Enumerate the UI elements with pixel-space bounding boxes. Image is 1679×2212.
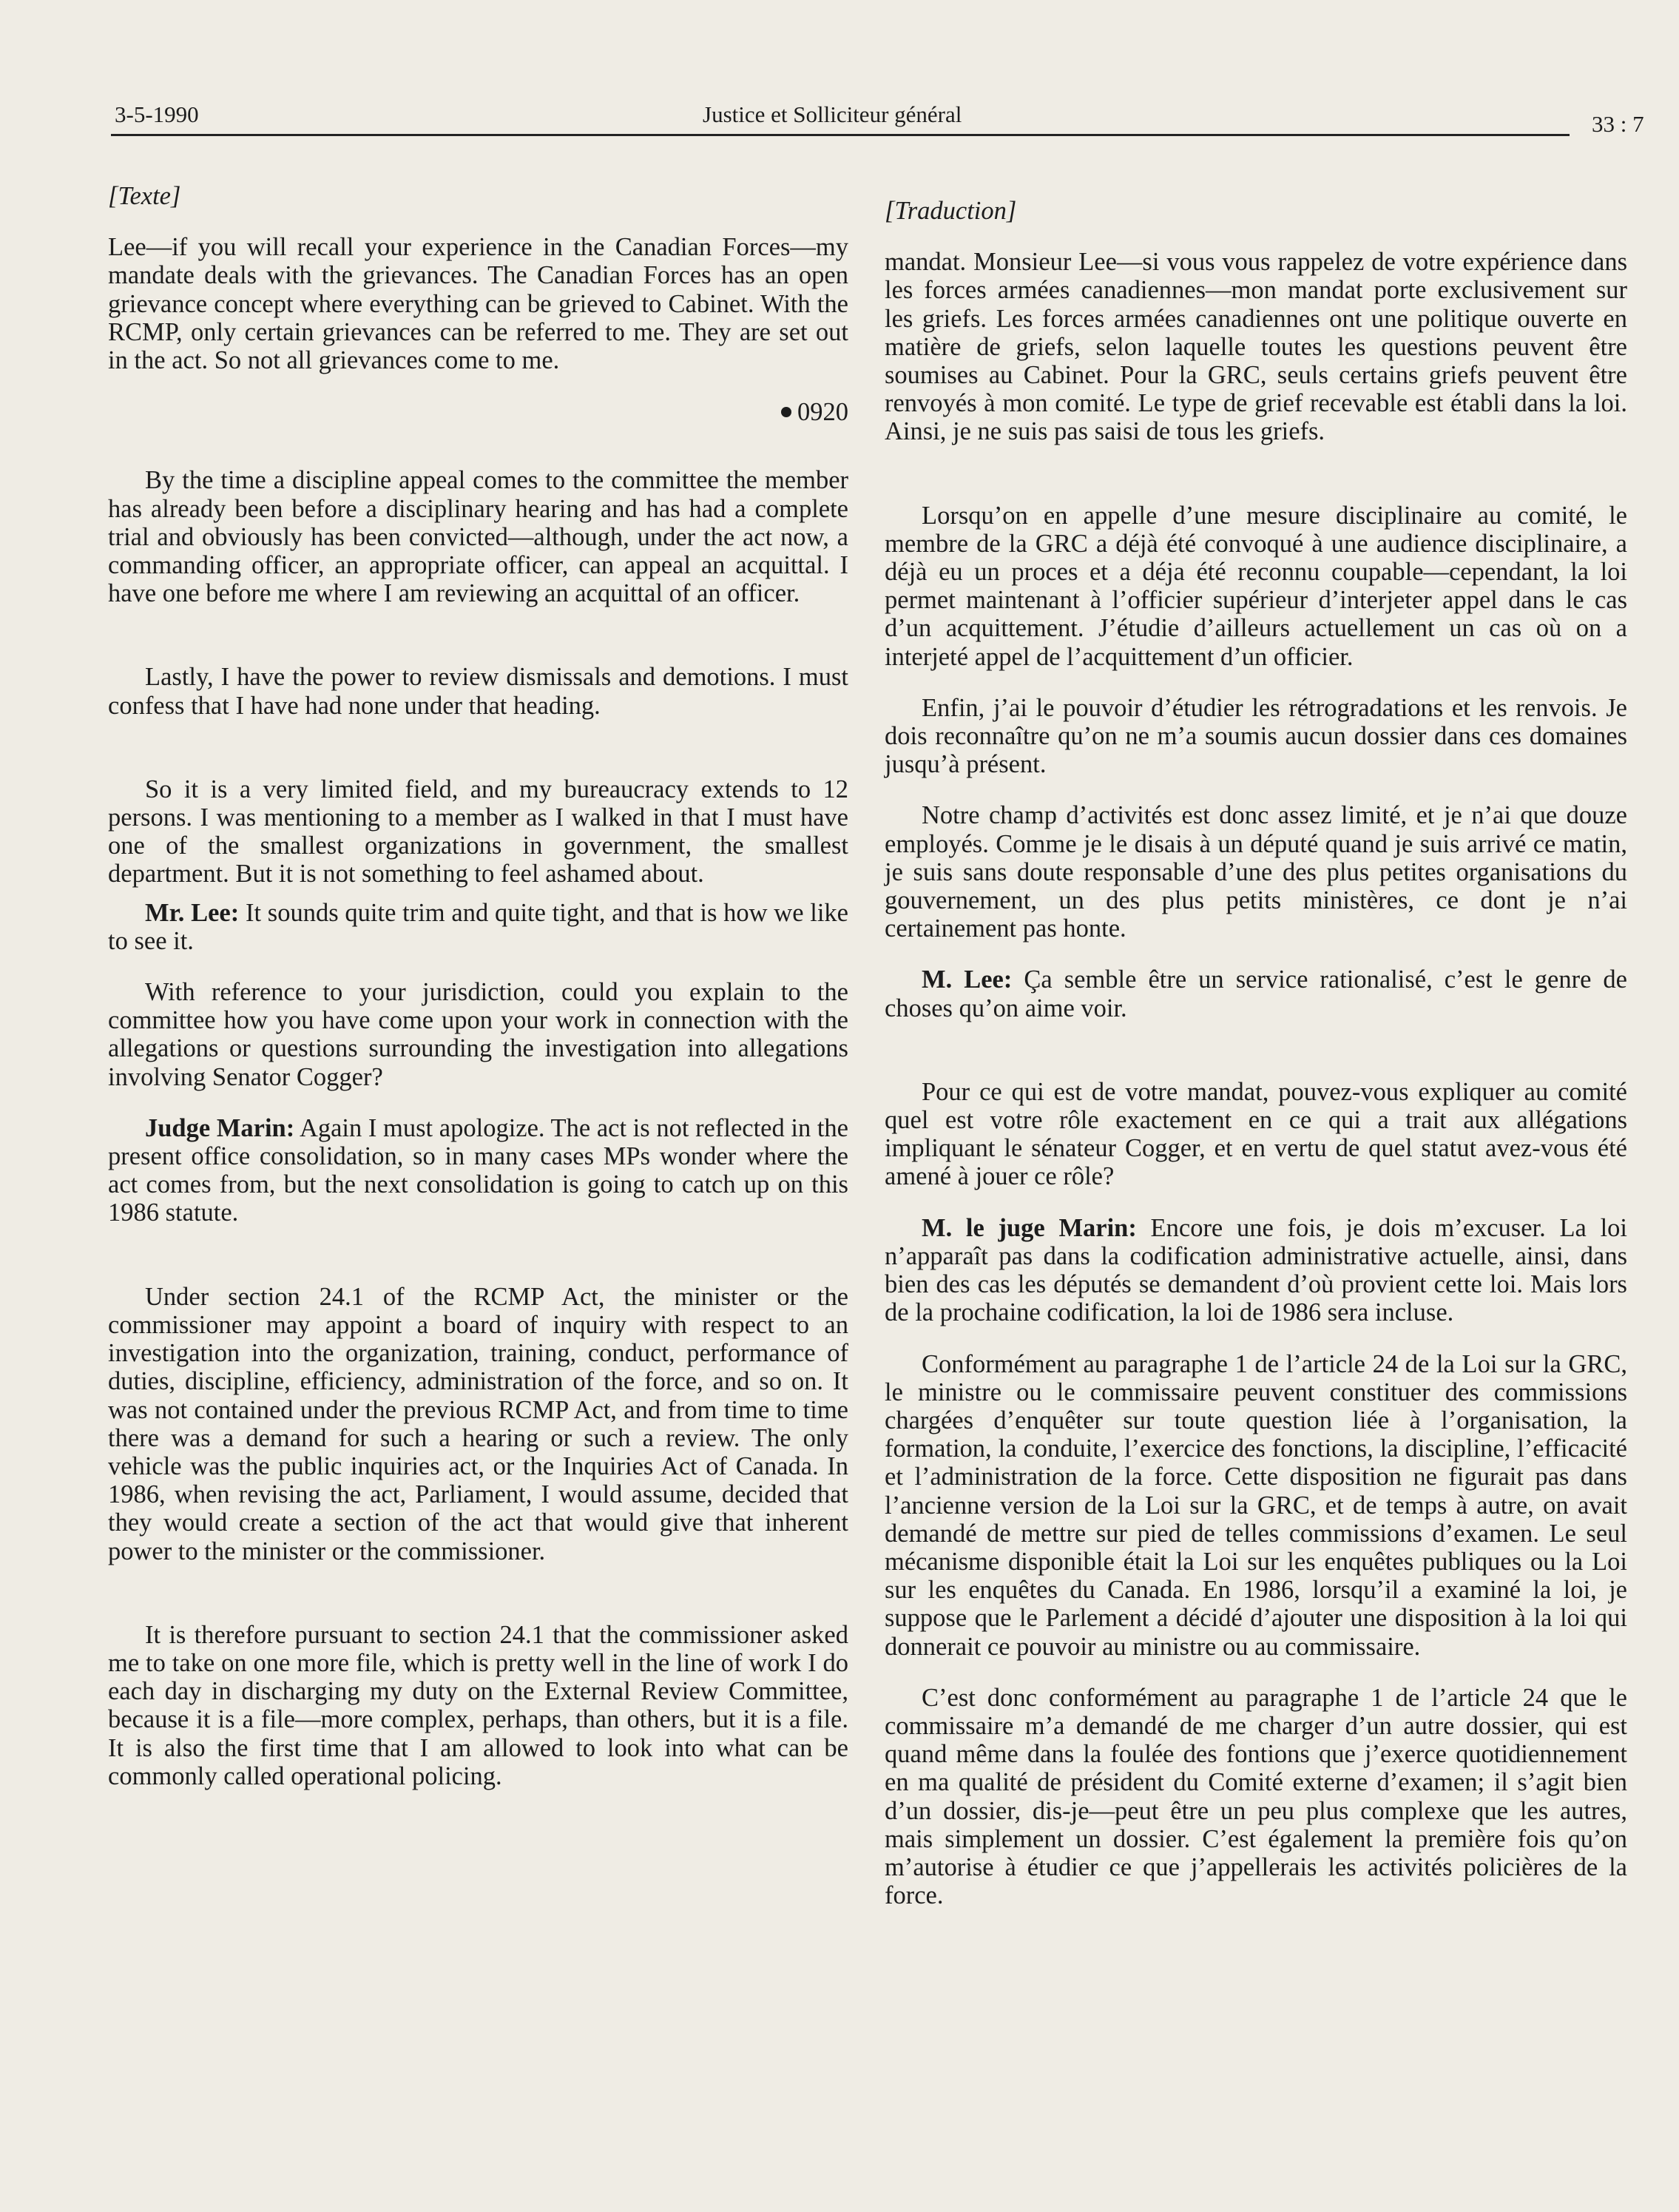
english-column (108, 182, 848, 1813)
header-rule (111, 134, 1570, 136)
paragraph: Lastly, I have the power to review dismissals and demotions. I must confess that I have had none under that heading. (108, 663, 848, 720)
text-marker: [Texte] (108, 182, 181, 210)
speaker-name: Judge Marin: (145, 1113, 295, 1142)
speaker-name: Mr. Lee: (145, 898, 240, 927)
paragraph: Lee—if you will recall your experience in the Canadian Forces—my mandate deals with the grievances. The Canadian Forces has an open grievance concept where everything can be grieved to Cabinet. With the RCMP, only certain grievances can be referred to me. They are set out in the act. So not all grievances come to me. (108, 233, 848, 375)
header-page-number: 33 : 7 (1592, 111, 1644, 137)
speaker-paragraph: Mr. Lee: It sounds quite trim and quite tight, and that is how we like to see it. (108, 898, 848, 955)
speaker-name: M. le juge Marin: (922, 1213, 1137, 1242)
paragraph: Lorsqu’on en appelle d’une mesure disciplinaire au comité, le membre de la GRC a déjà été convoqué à une audience disciplinaire, a déjà eu un proces et a déja été reconnu coupable—cependant, la loi permet maintenant à l’officier supérieur d’interjeter appel dans le cas d’un acquittement. J’étudie d’ailleurs actuellement un cas où on a interjeté appel de l’acquittement d’un officier. (885, 501, 1627, 671)
paragraph: Pour ce qui est de votre mandat, pouvez-vous expliquer au comité quel est votre rôle exactement en ce qui a trait aux allégations impliquant le sénateur Cogger, et en vertu de quel statut avez-vous été amené à jouer ce rôle? (885, 1077, 1627, 1191)
speaker-paragraph: Judge Marin: Again I must apologize. The act is not reflected in the present office consolidation, so in many cases MPs wonder where the act comes from, but the next consolidation is going to catch up on this 1986 statute. (108, 1113, 848, 1227)
paragraph: C’est donc conformément au paragraphe 1 de l’article 24 que le commissaire m’a demandé de me charger d’un autre dossier, qui est quand même dans la foulée des fontions que j’exerce quotidiennement en ma qualité de président du Comité externe d’examen; il s’agit bien d’un dossier, dis-je—peut être un peu plus complexe que les autres, mais simplement un dossier. C’est également la première fois qu’on m’autorise à étudier ce que j’appellerais les activités policières de la force. (885, 1683, 1627, 1910)
paragraph: With reference to your jurisdiction, could you explain to the committee how you have come upon your work in connection with the allegations or questions surrounding the investigation into allegations involving Senator Cogger? (108, 978, 848, 1091)
translation-marker: [Traduction] (885, 197, 1017, 225)
paragraph: Enfin, j’ai le pouvoir d’étudier les rétrogradations et les renvois. Je dois reconnaître qu’on ne m’a soumis aucun dossier dans ces domaines jusqu’à présent. (885, 693, 1627, 779)
speaker-name: M. Lee: (922, 965, 1013, 994)
speaker-paragraph: M. le juge Marin: Encore une fois, je dois m’excuser. La loi n’apparaît pas dans la codification administrative actuelle, ainsi, dans bien des cas les députés se demandent d’où provient cette loi. Mais lors de la prochaine codification, la loi de 1986 sera incluse. (885, 1213, 1627, 1327)
paragraph: Conformément au paragraphe 1 de l’article 24 de la Loi sur la GRC, le ministre ou le commissaire peuvent constituer des commissions chargées d’enquêter sur toute question liée à l’organisation, la formation, la conduite, l’exercice des fonctions, la discipline, l’efficacité et l’administration de la force. Cette disposition ne figurait pas dans l’ancienne version de la Loi sur la GRC, et de temps à autre, on avait demandé de mettre sur pied de telles commissions d’examen. Le seul mécanisme disponible était la Loi sur les enquêtes publiques ou la Loi sur les enquêtes du Canada. En 1986, lorsqu’il a examiné la loi, je suppose que le Parlement a décidé d’ajouter une disposition à la loi qui donnerait ce pouvoir au ministre ou au commissaire. (885, 1349, 1627, 1661)
time-marker: 0920 (108, 398, 848, 426)
paragraph: mandat. Monsieur Lee—si vous vous rappelez de votre expérience dans les forces armées canadiennes—mon mandat porte exclusivement sur les griefs. Les forces armées canadiennes ont une politique ouverte en matière de griefs, selon laquelle toutes les questions peuvent être soumises au Cabinet. Pour la GRC, seuls certains griefs peuvent être renvoyés à mon comité. Le type de grief recevable est établi dans la loi. Ainsi, je ne suis pas saisi de tous les griefs. (885, 248, 1627, 446)
french-column (885, 197, 1627, 1932)
paragraph: Notre champ d’activités est donc assez limité, et je n’ai que douze employés. Comme je le disais à un député quand je suis arrivé ce matin, je suis sans doute responsable d’une des plus petites organisations du gouvernement, un des plus petits ministères, ce dont je n’ai certainement pas honte. (885, 801, 1627, 943)
speaker-paragraph: M. Lee: Ça semble être un service rationalisé, c’est le genre de choses qu’on aime voir. (885, 965, 1627, 1022)
paragraph: Under section 24.1 of the RCMP Act, the minister or the commissioner may appoint a board of inquiry with respect to an investigation into the organization, training, conduct, performance of duties, discipline, efficiency, administration of the force, and so on. It was not contained under the previous RCMP Act, and from time to time there was a demand for such a hearing or such a review. The only vehicle was the public inquiries act, or the Inquiries Act of Canada. In 1986, when revising the act, Parliament, I would assume, decided that they would create a section of the act that would give that inherent power to the minister or the commissioner. (108, 1282, 848, 1565)
bullet-icon (781, 407, 791, 417)
paragraph: It is therefore pursuant to section 24.1 that the commissioner asked me to take on one more file, which is pretty well in the line of work I do each day in discharging my duty on the External Review Committee, because it is a file—more complex, perhaps, than others, but it is a file. It is also the first time that I am allowed to look into what can be commonly called operational policing. (108, 1620, 848, 1790)
paragraph: So it is a very limited field, and my bureaucracy extends to 12 persons. I was mentioning to a member as I walked in that I must have one of the smallest organizations in government, the smallest department. But it is not something to feel ashamed about. (108, 775, 848, 888)
header-date: 3-5-1990 (115, 101, 199, 127)
header-title: Justice et Solliciteur général (703, 101, 962, 127)
paragraph: By the time a discipline appeal comes to the committee the member has already been before a disciplinary hearing and has had a complete trial and obviously has been convicted—although, under the act now, a commanding officer, an appropriate officer, can appeal an acquittal. I have one before me where I am reviewing an acquittal of an officer. (108, 466, 848, 608)
